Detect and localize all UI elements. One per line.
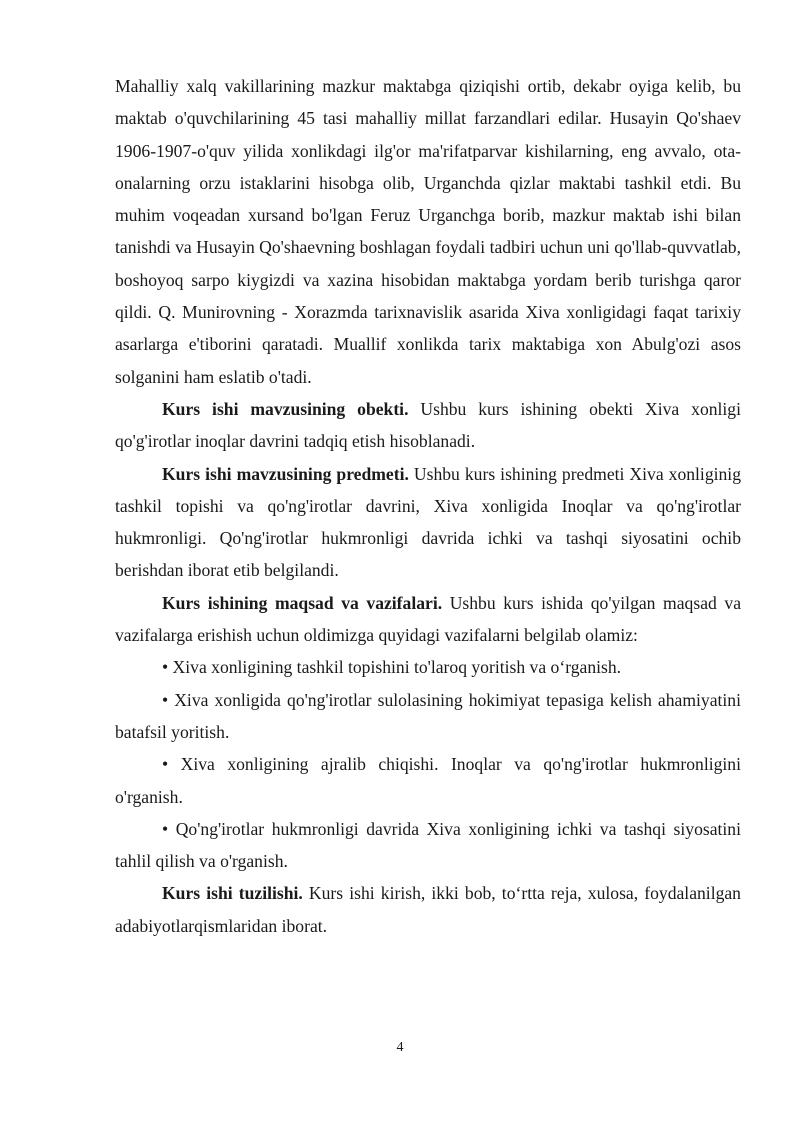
bullet-text: • Xiva xonligining ajralib chiqishi. Inoqlar va qo'ng'irotlar hukmronligini o'rganish. — [115, 754, 741, 807]
section-heading-subject: Kurs ishi mavzusining predmeti. — [162, 463, 409, 484]
page-number: 4 — [396, 1040, 404, 1055]
paragraph-text: Ushbu kurs ishining obekti Xiva xonligi qo'g'irotlar inoqlar davrini tadqiq etish hisoblanadi. — [115, 398, 741, 452]
paragraph-object — [115, 393, 741, 458]
bullet-item — [115, 651, 741, 683]
paragraph-text: Ushbu kurs ishida qo'yilgan maqsad va vazifalarga erishish uchun oldimizga quyidagi vazifalarni belgilab olamiz: — [115, 592, 741, 646]
bullet-item — [115, 748, 741, 813]
paragraph-goals — [115, 587, 741, 652]
bullet-text: • Xiva xonligida qo'ng'irotlar sulolasining hokimiyat tepasiga kelish ahamiyatini batafsil yoritish. — [115, 689, 741, 742]
paragraph-text: Mahalliy xalq vakillarining mazkur maktabga qiziqishi ortib, dekabr oyiga kelib, bu maktab o'quvchilarining 45 tasi mahalliy millat farzandlari edilar. Husayin Qo'shaev 1906-1907-o'quv yilida xonlikdagi ilg'or ma'rifatparvar kishilarning, eng avvalo, ota-onalarning orzu istaklarini hisobga olib, Urganchda qizlar maktabi tashkil etdi. Bu muhim voqeadan xursand bo'lgan Feruz Urganchga borib, mazkur maktab ishi bilan tanishdi va Husayin Qo'shaevning boshlagan foydali tadbiri uchun uni qo'llab-quvvatlab, boshoyoq sarpo kiygizdi va xazina hisobidan maktabga yordam berib turishga qaror qildi. Q. Munirovning - Xorazmda tarixnavislik asarida Xiva xonligidagi faqat tarixiy asarlarga e'tiborini qaratadi. Muallif xonlikda tarix maktabiga xon Abulg'ozi asos solganini ham eslatib o'tadi. — [115, 76, 741, 387]
section-heading-object: Kurs ishi mavzusining obekti. — [162, 398, 409, 419]
paragraph-text: Kurs ishi kirish, ikki bob, to‘rtta reja, xulosa, foydalanilgan adabiyotlarqismlaridan iborat. — [115, 883, 741, 936]
paragraph-text: Ushbu kurs ishining predmeti Xiva xonliginig tashkil topishi va qo'ng'irotlar davrini, Xiva xonligida Inoqlar va qo'ng'irotlar hukmronligi. Qo'ng'irotlar hukmronligi davrida ichki va tashqi siyosatini ochib berishdan iborat etib belgilandi. — [115, 463, 741, 581]
bullet-item — [115, 813, 741, 878]
bullet-text: • Xiva xonligining tashkil topishini to'laroq yoritish va o‘rganish. — [162, 657, 622, 678]
paragraph-subject — [115, 458, 741, 587]
paragraph-intro — [115, 70, 741, 393]
document-body — [115, 70, 741, 942]
bullet-item — [115, 684, 741, 749]
bullet-text: • Qo'ng'irotlar hukmronligi davrida Xiva xonligining ichki va tashqi siyosatini tahlil qilish va o'rganish. — [115, 818, 741, 872]
paragraph-structure — [115, 877, 741, 942]
section-heading-structure: Kurs ishi tuzilishi. — [162, 883, 303, 904]
section-heading-goals: Kurs ishining maqsad va vazifalari. — [162, 592, 443, 613]
